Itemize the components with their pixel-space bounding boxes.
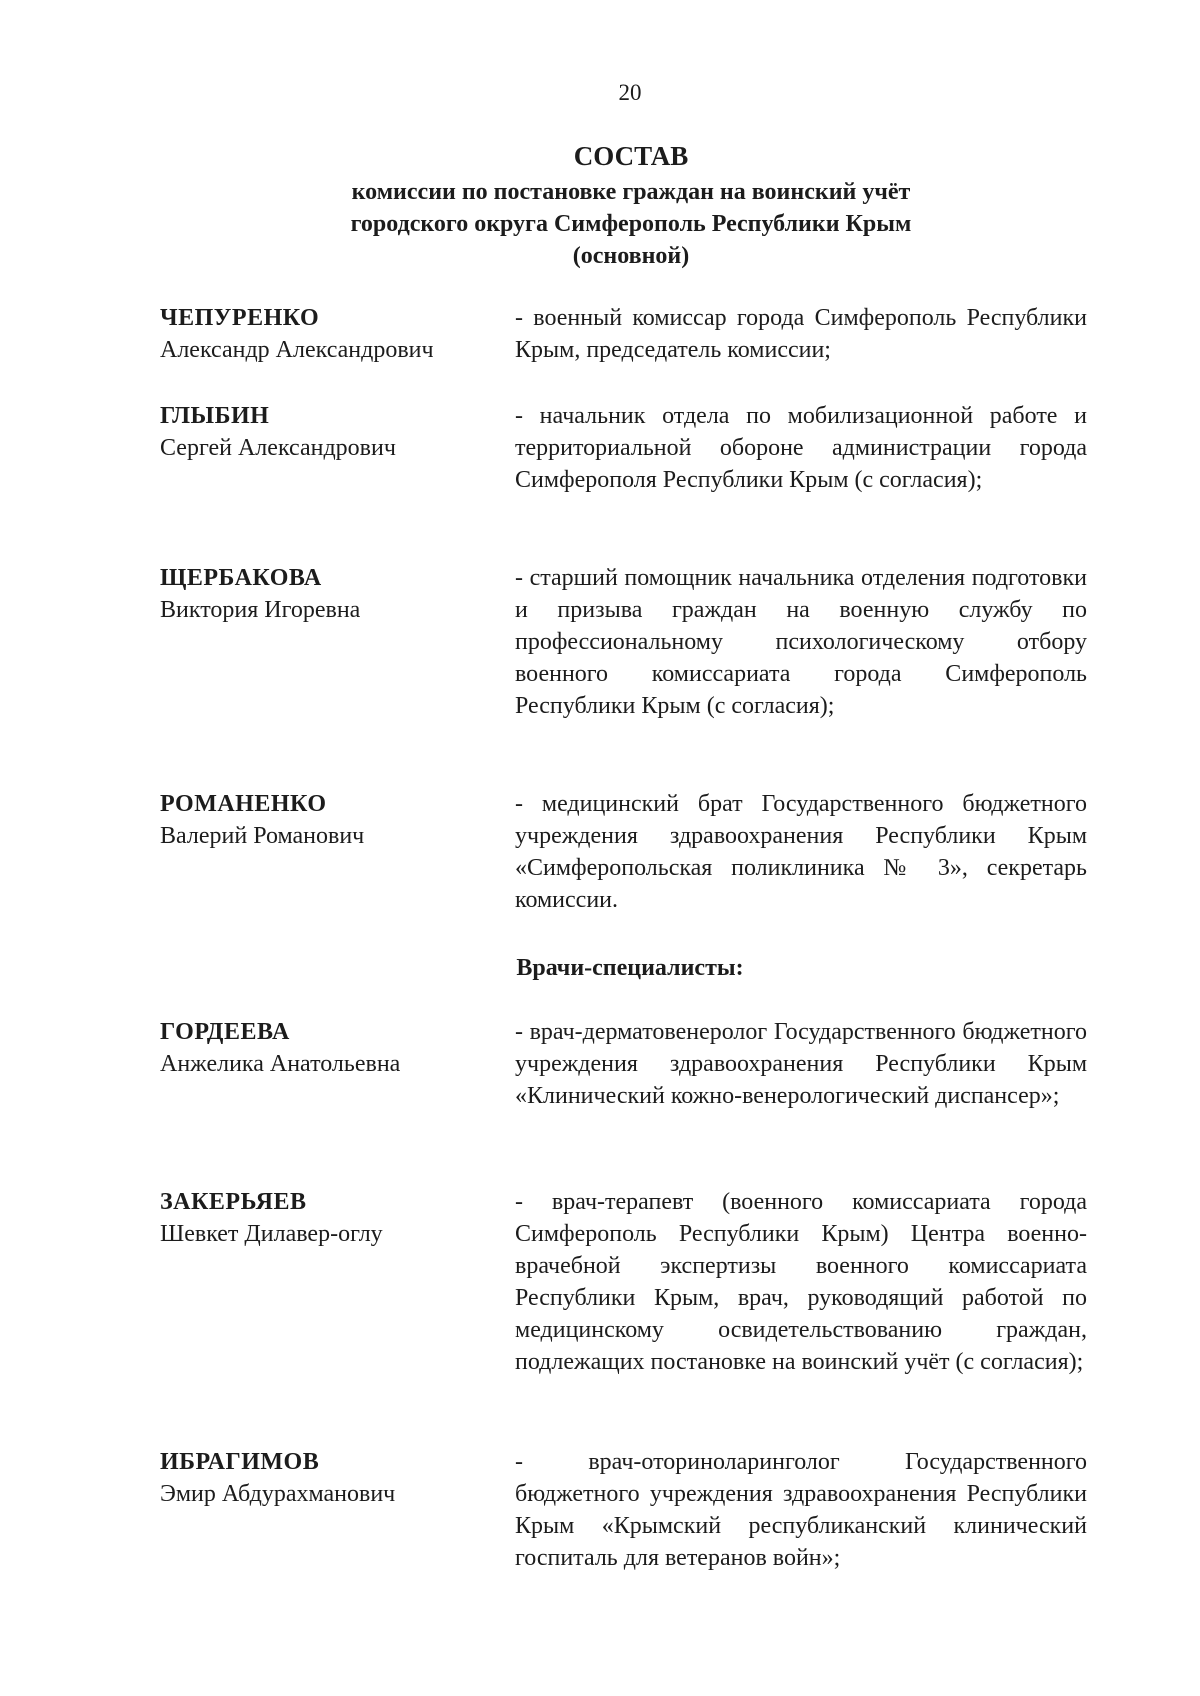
specialist-given-name: Шевкет Дилавер-оглу: [160, 1221, 383, 1247]
member-given-name: Сергей Александрович: [160, 435, 396, 461]
member-name: [160, 562, 490, 626]
member-name: [160, 400, 490, 464]
member-name: [160, 788, 490, 852]
member-description: - медицинский брат Государственного бюджетного учреждения здравоохранения Республики Крым «Симферопольская поликлиника № 3», секретарь комиссии.: [515, 791, 1087, 913]
page-number: 20: [618, 80, 642, 105]
specialist-description: - врач-терапевт (военного комиссариата города Симферополь Республики Крым) Центра военно-врачебной экспертизы военного комиссариата Республики Крым, врач, руководящий работой по медицинскому освидетельствованию граждан, подлежащих постановке на воинский учёт (с согласия);: [515, 1189, 1087, 1375]
member-surname: РОМАНЕНКО: [160, 791, 327, 817]
specialist-surname: ЗАКЕРЬЯЕВ: [160, 1189, 307, 1215]
member-name: [160, 302, 490, 366]
specialist-surname: ИБРАГИМОВ: [160, 1449, 320, 1475]
document-subtitle-line-3: (основной): [572, 243, 690, 269]
specialist-given-name: Анжелика Анатольевна: [160, 1051, 401, 1077]
specialist-name: [160, 1016, 490, 1080]
member-given-name: Александр Александрович: [160, 337, 434, 363]
member-description: - старший помощник начальника отделения подготовки и призыва граждан на военную службу по профессиональному психологическому отбору военного комиссариата города Симферополь Республики Крым (с согласия);: [515, 565, 1087, 719]
specialist-name: [160, 1446, 490, 1510]
member-given-name: Валерий Романович: [160, 823, 365, 849]
member-surname: ЧЕПУРЕНКО: [160, 305, 320, 331]
member-description: - военный комиссар города Симферополь Республики Крым, председатель комиссии;: [515, 305, 1087, 363]
specialist-name: [160, 1186, 490, 1250]
document-header: [150, 138, 1112, 272]
specialists-heading: Врачи-специалисты:: [516, 955, 744, 981]
specialist-description: - врач-оториноларинголог Государственного бюджетного учреждения здравоохранения Республики Крым «Крымский республиканский клинический госпиталь для ветеранов войн»;: [515, 1449, 1087, 1571]
member-description: - начальник отдела по мобилизационной работе и территориальной обороне администрации города Симферополя Республики Крым (с согласия);: [515, 403, 1087, 493]
document-title: СОСТАВ: [573, 141, 689, 171]
specialist-surname: ГОРДЕЕВА: [160, 1019, 290, 1045]
document-subtitle-line-1: комиссии по постановке граждан на воинский учёт: [351, 179, 911, 205]
member-given-name: Виктория Игоревна: [160, 597, 361, 623]
specialist-description: - врач-дерматовенеролог Государственного бюджетного учреждения здравоохранения Республики Крым «Клинический кожно-венерологический диспансер»;: [515, 1019, 1087, 1109]
specialist-given-name: Эмир Абдурахманович: [160, 1481, 396, 1507]
document-subtitle-line-2: городского округа Симферополь Республики Крым: [350, 211, 912, 237]
member-surname: ЩЕРБАКОВА: [160, 565, 322, 591]
member-surname: ГЛЫБИН: [160, 403, 270, 429]
